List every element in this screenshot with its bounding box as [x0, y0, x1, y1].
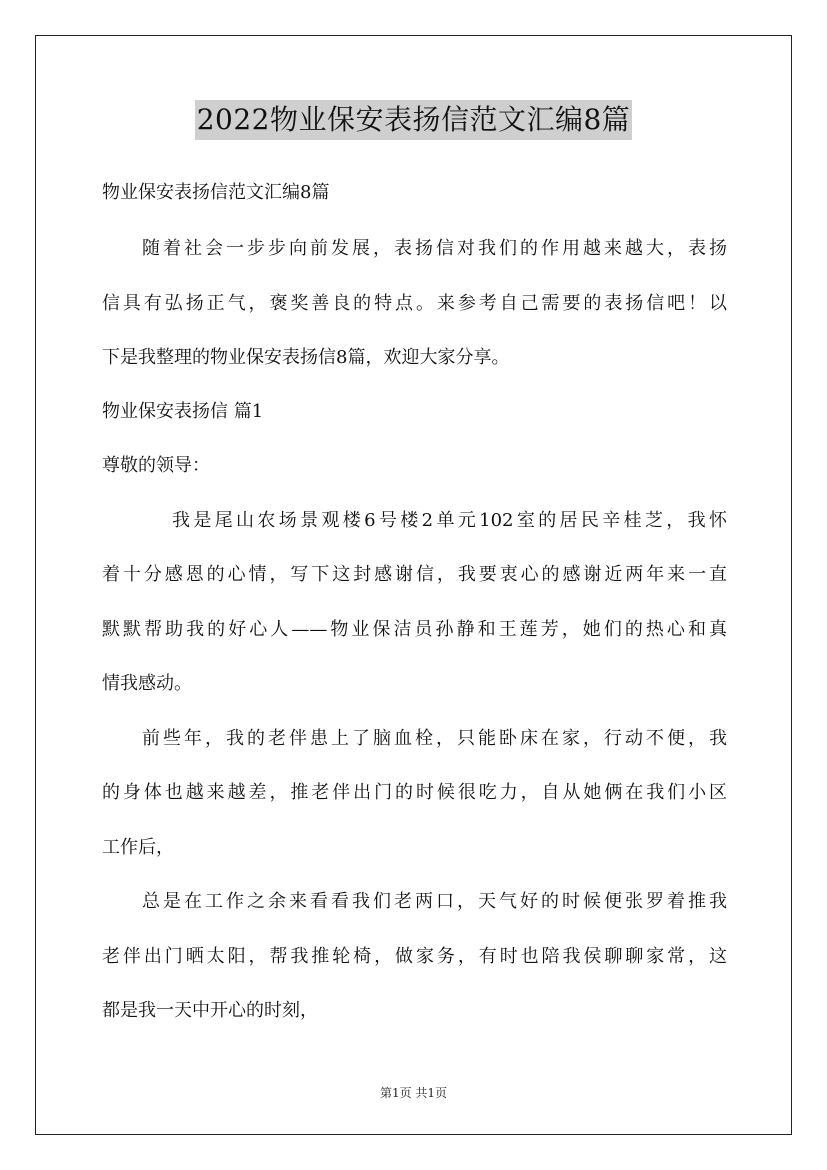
title-container [0, 100, 827, 140]
paragraph-line: 我是尾山农场景观楼6号楼2单元102室的居民辛桂芝，我怀 [172, 510, 727, 531]
page-footer: 第1页 共1页 [379, 1086, 448, 1100]
paragraph-line: 老伴出门晒太阳，帮我推轮椅，做家务，有时也陪我侯聊聊家常，这 [102, 946, 727, 967]
document-title: 2022物业保安表扬信范文汇编8篇 [195, 100, 633, 140]
paragraph-line: 情我感动。 [102, 673, 192, 694]
paragraph-line: 随着社会一步步向前发展，表扬信对我们的作用越来越大，表扬 [142, 238, 727, 259]
paragraph-line: 着十分感恩的心情，写下这封感谢信，我要衷心的感谢近两年来一直 [102, 564, 727, 585]
salutation: 尊敬的领导： [102, 455, 210, 476]
paragraph-line: 的身体也越来越差，推老伴出门的时候很吃力，自从她俩在我们小区 [102, 782, 727, 803]
subtitle-line: 物业保安表扬信范文汇编8篇 [102, 182, 330, 203]
paragraph-line: 总是在工作之余来看看我们老两口，天气好的时候便张罗着推我 [142, 891, 727, 912]
paragraph-line: 下是我整理的物业保安表扬信8篇，欢迎大家分享。 [102, 347, 510, 368]
paragraph-line: 工作后， [102, 837, 174, 858]
paragraph-line: 信具有弘扬正气，褒奖善良的特点。来参考自己需要的表扬信吧！以 [102, 293, 727, 314]
section-heading: 物业保安表扬信 篇1 [102, 401, 264, 422]
paragraph-line: 都是我一天中开心的时刻， [102, 1000, 318, 1021]
paragraph-line: 前些年，我的老伴患上了脑血栓，只能卧床在家，行动不便，我 [142, 728, 727, 749]
paragraph-line: 默默帮助我的好心人——物业保洁员孙静和王莲芳，她们的热心和真 [102, 619, 727, 640]
